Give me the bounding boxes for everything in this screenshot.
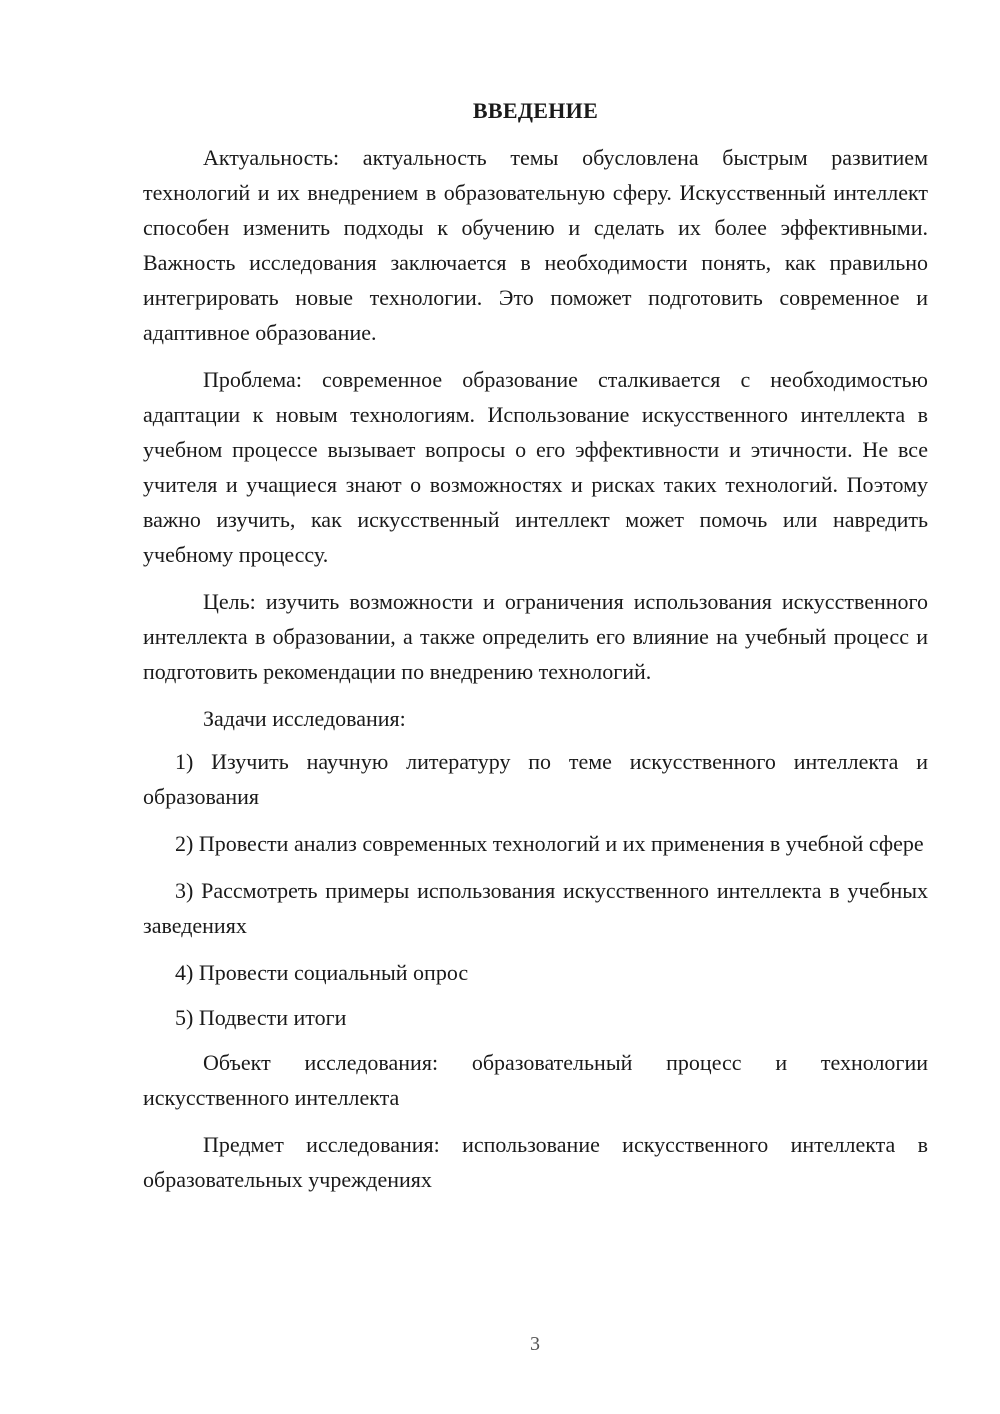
task-item-1: 1) Изучить научную литературу по теме искусственного интеллекта и образования: [143, 749, 928, 809]
subject-paragraph: Предмет исследования: использование искусственного интеллекта в образовательных учреждениях: [143, 1132, 928, 1192]
problem-paragraph: Проблема: современное образование сталкивается с необходимостью адаптации к новым технологиям. Использование искусственного интеллекта в учебном процессе вызывает вопросы о его эффективности и этичности. Не все учителя и учащиеся знают о возможностях и рисках таких технологий. Поэтому важно изучить, как искусственный интеллект может помочь или навредить учебному процессу.: [143, 367, 928, 567]
object-paragraph: Объект исследования: образовательный процесс и технологии искусственного интеллекта: [143, 1050, 928, 1110]
page-number: 3: [530, 1333, 540, 1355]
task-item-3: 3) Рассмотреть примеры использования искусственного интеллекта в учебных заведениях: [143, 878, 928, 938]
goal-paragraph: Цель: изучить возможности и ограничения использования искусственного интеллекта в образовании, а также определить его влияние на учебный процесс и подготовить рекомендации по внедрению технологий.: [143, 589, 928, 684]
page-content: [143, 96, 928, 1209]
relevance-paragraph: Актуальность: актуальность темы обусловлена быстрым развитием технологий и их внедрением в образовательную сферу. Искусственный интеллект способен изменить подходы к обучению и сделать их более эффективными. Важность исследования заключается в необходимости понять, как правильно интегрировать новые технологии. Это поможет подготовить современное и адаптивное образование.: [143, 145, 928, 345]
page-title: ВВЕДЕНИЕ: [472, 98, 599, 123]
task-item-5: 5) Подвести итоги: [175, 1005, 347, 1030]
task-item-4: 4) Провести социальный опрос: [175, 960, 469, 985]
task-item-2: 2) Провести анализ современных технологий и их применения в учебной сфере: [175, 831, 924, 856]
tasks-heading: Задачи исследования:: [203, 706, 406, 731]
